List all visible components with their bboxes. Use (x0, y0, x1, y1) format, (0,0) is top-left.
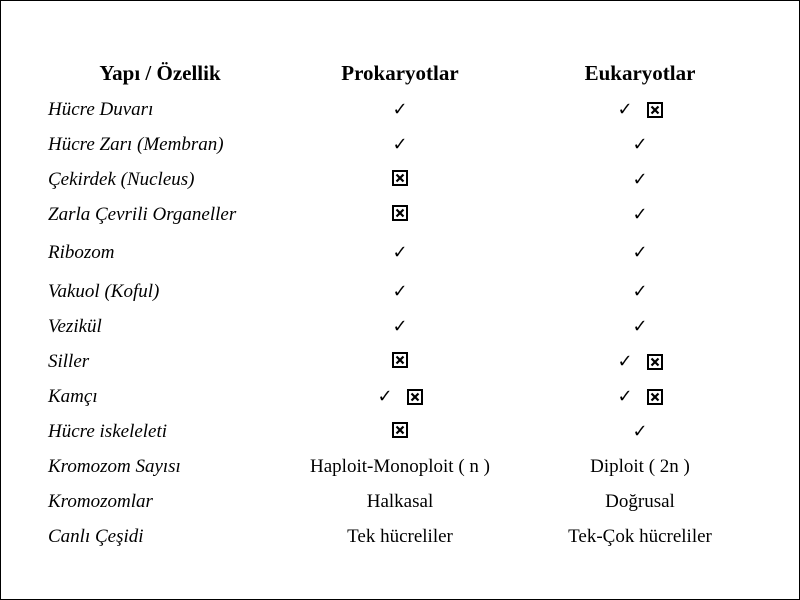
prokaryote-cell (280, 92, 520, 127)
presence-symbols (632, 282, 647, 302)
cell-text: Halkasal (366, 490, 434, 512)
table-row (40, 519, 760, 554)
presence-symbols (392, 100, 407, 120)
table-row (40, 127, 760, 162)
feature-label: Ribozom (48, 242, 115, 263)
prokaryote-cell (280, 344, 520, 379)
presence-symbols (392, 203, 408, 223)
prokaryote-cell (280, 127, 520, 162)
table-row (40, 484, 760, 519)
check-icon: ✓ (632, 133, 648, 155)
presence-symbols (617, 100, 662, 120)
check-icon: ✓ (632, 242, 648, 263)
eukaryote-cell (520, 379, 760, 414)
header-prokaryotes: Prokaryotlar (341, 60, 459, 85)
prokaryote-cell (280, 309, 520, 344)
x-box-icon (407, 389, 423, 405)
prokaryote-cell (280, 232, 520, 274)
comparison-table (40, 54, 760, 554)
x-box-icon (647, 389, 663, 405)
x-box-icon (647, 354, 663, 370)
presence-symbols (632, 317, 647, 337)
table-row (40, 92, 760, 127)
x-box-icon (647, 102, 663, 118)
eukaryote-cell (520, 414, 760, 449)
prokaryote-cell (280, 414, 520, 449)
table-row (40, 309, 760, 344)
presence-symbols (392, 317, 407, 337)
eukaryote-cell (520, 274, 760, 309)
check-icon: ✓ (632, 420, 648, 442)
cell-text: Tek hücreliler (347, 525, 453, 547)
feature-label: Hücre Zarı (Membran) (48, 133, 224, 155)
check-icon: ✓ (392, 280, 408, 302)
cell-text: Diploit ( 2n ) (590, 455, 690, 477)
prokaryote-cell (280, 162, 520, 197)
x-box-icon (392, 205, 408, 221)
presence-symbols (632, 243, 647, 263)
prokaryote-cell (280, 197, 520, 232)
check-icon: ✓ (617, 350, 633, 372)
check-icon: ✓ (632, 168, 648, 190)
feature-label: Vezikül (48, 315, 102, 337)
header-eukaryotes: Eukaryotlar (584, 60, 696, 85)
feature-label: Hücre iskeleleti (48, 420, 168, 442)
cell-text: Haploit-Monoploit ( n ) (310, 455, 490, 477)
eukaryote-cell (520, 344, 760, 379)
check-icon: ✓ (617, 385, 633, 407)
table-row (40, 232, 760, 274)
cell-text: Doğrusal (605, 490, 675, 512)
check-icon: ✓ (392, 98, 408, 120)
feature-label: Canlı Çeşidi (48, 525, 144, 547)
eukaryote-cell (520, 197, 760, 232)
eukaryote-cell (520, 449, 760, 484)
presence-symbols (632, 135, 647, 155)
feature-label: Kromozomlar (48, 490, 153, 512)
header-row (40, 54, 760, 92)
feature-label: Vakuol (Koful) (48, 280, 160, 302)
presence-symbols (392, 420, 408, 440)
table-row (40, 449, 760, 484)
check-icon: ✓ (377, 385, 393, 407)
eukaryote-cell (520, 519, 760, 554)
feature-label: Çekirdek (Nucleus) (48, 168, 195, 190)
eukaryote-cell (520, 127, 760, 162)
prokaryote-cell (280, 449, 520, 484)
table-row (40, 414, 760, 449)
check-icon: ✓ (392, 315, 408, 337)
table-row (40, 344, 760, 379)
eukaryote-cell (520, 484, 760, 519)
x-box-icon (392, 422, 408, 438)
presence-symbols (392, 243, 407, 263)
presence-symbols (392, 168, 408, 188)
presence-symbols (617, 387, 662, 407)
eukaryote-cell (520, 232, 760, 274)
prokaryote-cell (280, 379, 520, 414)
table-row (40, 197, 760, 232)
prokaryote-cell (280, 519, 520, 554)
x-box-icon (392, 170, 408, 186)
check-icon: ✓ (392, 242, 408, 263)
check-icon: ✓ (632, 315, 648, 337)
prokaryote-cell (280, 274, 520, 309)
presence-symbols (632, 205, 647, 225)
presence-symbols (392, 282, 407, 302)
header-feature: Yapı / Özellik (99, 60, 221, 85)
prokaryote-cell (280, 484, 520, 519)
feature-label: Kamçı (48, 385, 98, 407)
feature-label: Zarla Çevrili Organeller (48, 203, 237, 225)
eukaryote-cell (520, 309, 760, 344)
feature-label: Kromozom Sayısı (48, 455, 181, 477)
table-row (40, 162, 760, 197)
presence-symbols (632, 422, 647, 442)
table-row (40, 274, 760, 309)
eukaryote-cell (520, 162, 760, 197)
feature-label: Hücre Duvarı (48, 98, 154, 120)
x-box-icon (392, 352, 408, 368)
presence-symbols (632, 170, 647, 190)
check-icon: ✓ (632, 203, 648, 225)
eukaryote-cell (520, 92, 760, 127)
check-icon: ✓ (392, 133, 408, 155)
presence-symbols (377, 387, 422, 407)
presence-symbols (617, 352, 662, 372)
check-icon: ✓ (632, 280, 648, 302)
table-row (40, 379, 760, 414)
cell-text: Tek-Çok hücreliler (568, 525, 712, 547)
presence-symbols (392, 135, 407, 155)
feature-label: Siller (48, 350, 90, 372)
presence-symbols (392, 350, 408, 370)
check-icon: ✓ (617, 98, 633, 120)
